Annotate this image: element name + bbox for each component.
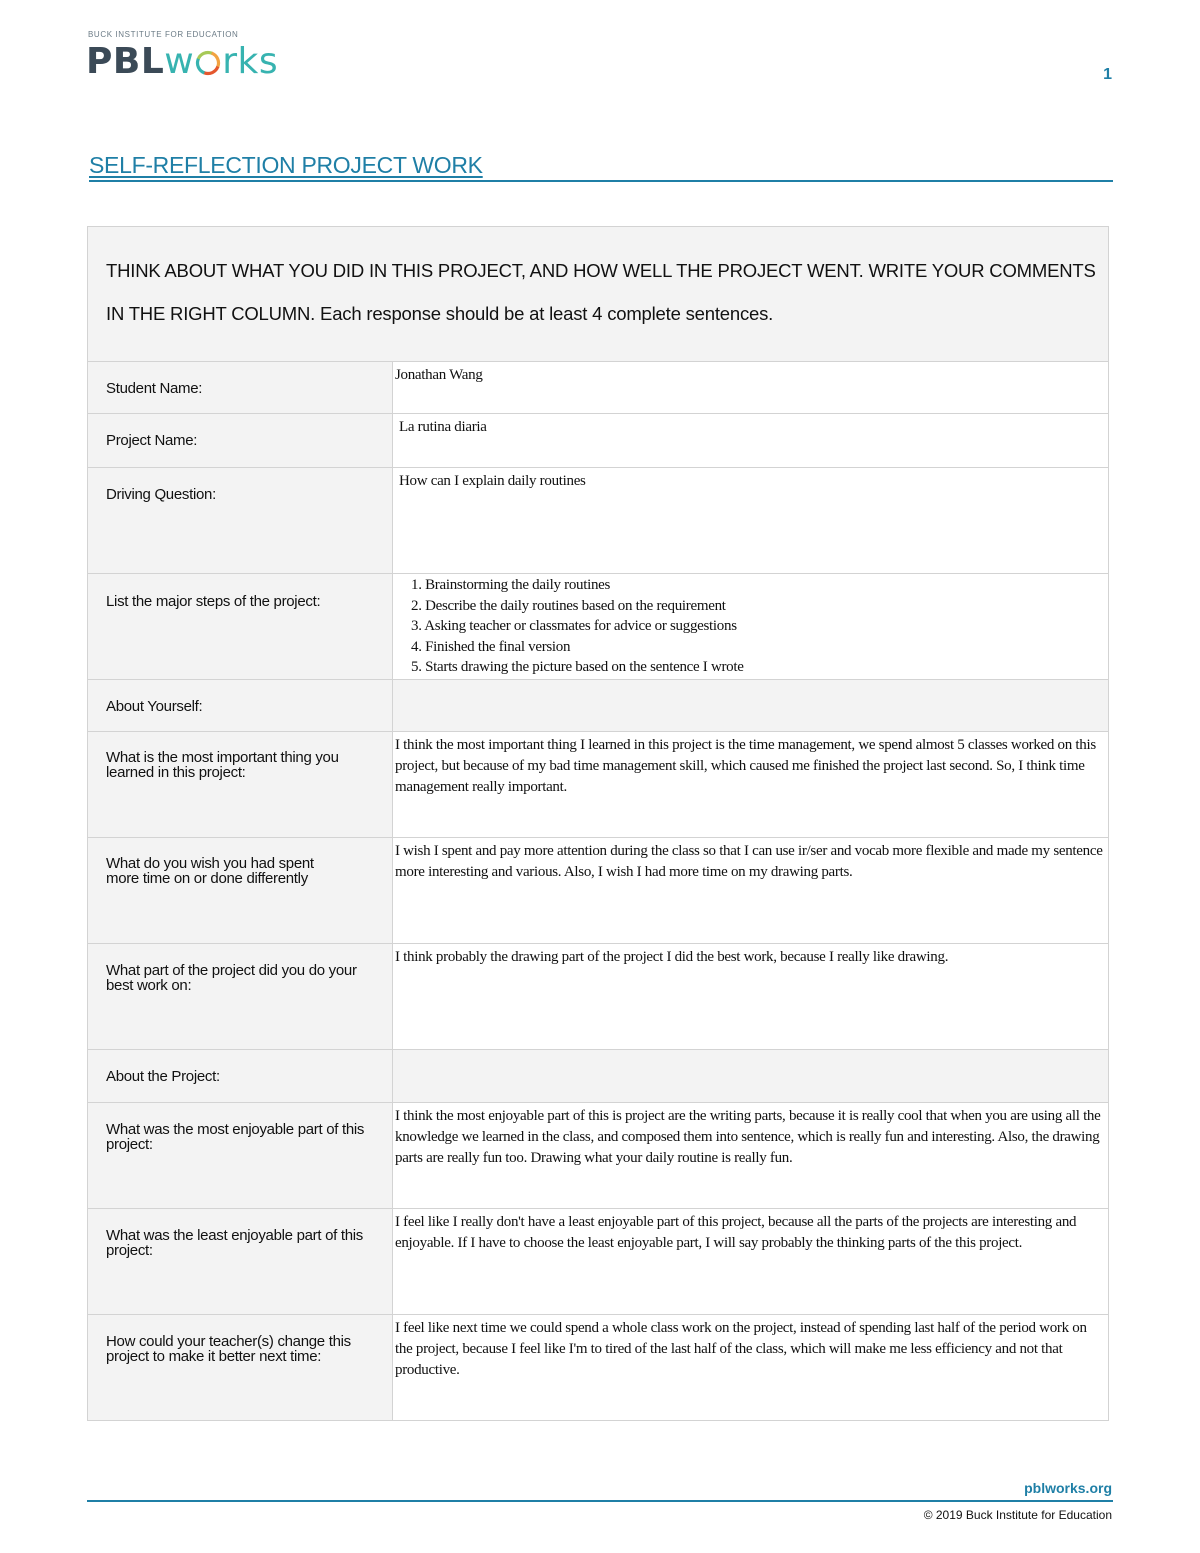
row-label: Driving Question:: [106, 486, 216, 503]
logo-o-circle-icon: [195, 50, 221, 76]
page-number: 1: [1103, 66, 1112, 83]
title-divider: [89, 180, 1113, 182]
table-row: [88, 1209, 1109, 1315]
row-label: Project Name:: [106, 432, 198, 449]
table-row: [88, 1315, 1109, 1421]
step-item: 1. Brainstorming the daily routines: [411, 577, 611, 593]
row-label: What was the most enjoyable part of this project:: [106, 1121, 365, 1153]
table-row: [88, 414, 1109, 468]
logo-wordmark: [86, 42, 278, 82]
row-answer[interactable]: Jonathan Wang: [395, 367, 483, 383]
table-row: [88, 838, 1109, 944]
pblworks-logo: [86, 30, 306, 90]
row-label: What part of the project did you do your best work on:: [106, 962, 357, 994]
document-title: SELF-REFLECTION PROJECT WORK: [89, 152, 483, 178]
footer-copyright: © 2019 Buck Institute for Education: [923, 1508, 1112, 1522]
table-row: [88, 574, 1109, 680]
logo-w-text: w: [164, 41, 195, 82]
section-row: [88, 1050, 1109, 1103]
instructions-row: [88, 227, 1109, 362]
row-label: What is the most important thing you learned in this project:: [106, 749, 339, 781]
row-answer[interactable]: La rutina diaria: [399, 419, 487, 435]
row-answer: [393, 1050, 1108, 1053]
steps-list[interactable]: [393, 574, 1108, 678]
footer-website-link[interactable]: pblworks.org: [1024, 1480, 1112, 1496]
row-answer[interactable]: I think probably the drawing part of the project I did the best work, because I really like drawing.: [395, 949, 949, 965]
row-answer[interactable]: I feel like I really don't have a least enjoyable part of this project, because all the parts of the projects are interesting and enjoyable. If I have to choose the least enjoyable part, I will say probably the thinking parts of the this project.: [395, 1214, 1077, 1251]
row-label: What do you wish you had spent more time on or done differently: [106, 855, 314, 887]
table-row: [88, 468, 1109, 574]
step-item: 3. Asking teacher or classmates for advice or suggestions: [411, 618, 737, 634]
table-row: [88, 362, 1109, 414]
reflection-form-table: [87, 226, 1109, 1421]
table-row: [88, 944, 1109, 1050]
section-row: [88, 680, 1109, 732]
row-answer: [393, 680, 1108, 683]
section-label: About the Project:: [106, 1068, 220, 1085]
row-answer[interactable]: I think the most important thing I learned in this project is the time management, we spend almost 5 classes worked on this project, but because of my bad time management skill, which caused me finished the project last second. So, I think time management really important.: [395, 737, 1096, 795]
row-label: Student Name:: [106, 380, 203, 397]
table-row: [88, 732, 1109, 838]
row-answer[interactable]: I think the most enjoyable part of this is project are the writing parts, because it is really cool that when you are using all the knowledge we learned in the class, and composed them into sentence, which is really fun and interesting. Also, the drawing parts are really fun too. Drawing what your daily routine is really fun.: [395, 1108, 1101, 1166]
logo-pbl-text: PBL: [86, 41, 165, 82]
step-item: 2. Describe the daily routines based on the requirement: [411, 597, 726, 614]
row-label: List the major steps of the project:: [106, 593, 321, 610]
footer-divider: [87, 1500, 1113, 1502]
logo-rks-text: rks: [222, 41, 279, 82]
row-answer[interactable]: I wish I spent and pay more attention during the class so that I can use ir/ser and vocab more flexible and made my sentence more interesting and various. Also, I wish I had more time on my drawing parts.: [395, 843, 1103, 880]
row-label: What was the least enjoyable part of this project:: [106, 1227, 364, 1259]
row-label: How could your teacher(s) change this project to make it better next time:: [106, 1333, 351, 1365]
step-item: 5. Starts drawing the picture based on the sentence I wrote: [411, 659, 744, 675]
row-answer[interactable]: I feel like next time we could spend a whole class work on the project, instead of spending last half of the period work on the project, because I feel like I'm to tired of the last half of the class, which will make me less efficiency and not that productive.: [395, 1320, 1087, 1378]
instructions-text: THINK ABOUT WHAT YOU DID IN THIS PROJECT, AND HOW WELL THE PROJECT WENT. WRITE YOUR COMMENTS IN THE RIGHT COLUMN. Each response should be at least 4 complete sentences.: [106, 260, 1096, 324]
step-item: 4. Finished the final version: [411, 638, 571, 655]
table-row: [88, 1103, 1109, 1209]
section-label: About Yourself:: [106, 698, 203, 715]
logo-tagline: BUCK INSTITUTE FOR EDUCATION: [88, 30, 239, 39]
row-answer[interactable]: How can I explain daily routines: [399, 473, 586, 489]
